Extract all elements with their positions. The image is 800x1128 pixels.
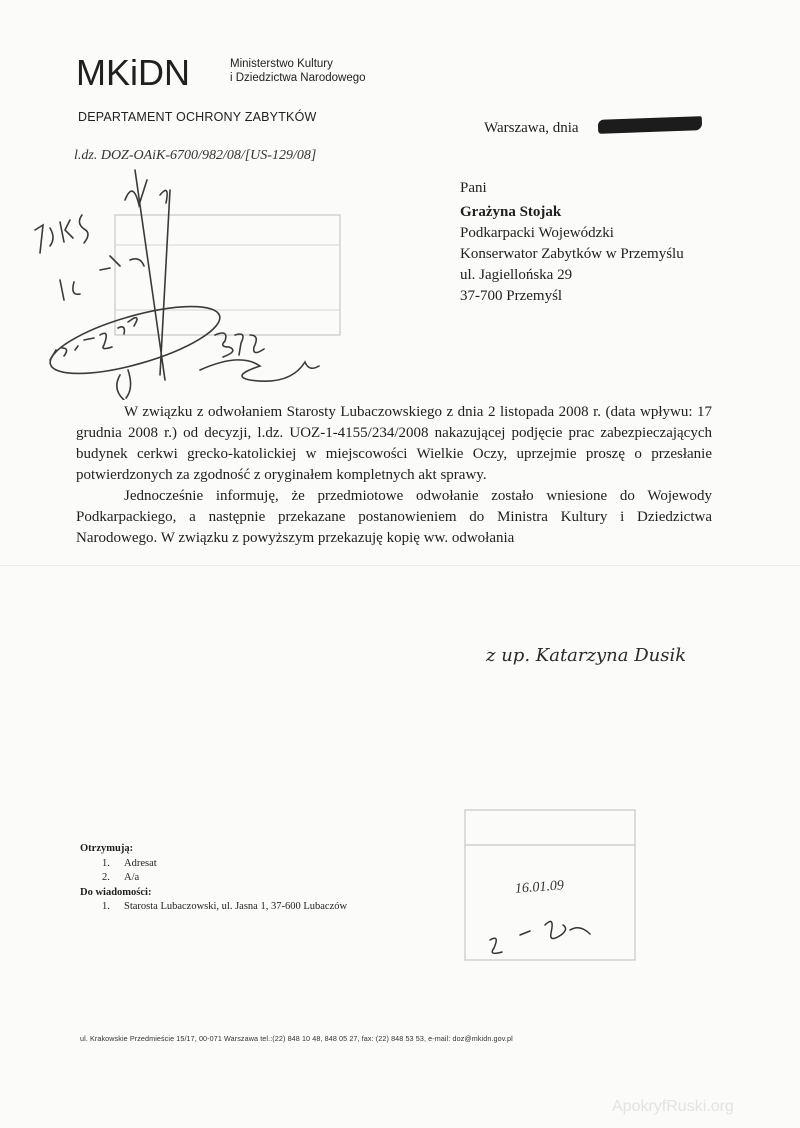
- recipients-header: Otrzymują:: [80, 843, 134, 854]
- addressee-salutation: Pani: [460, 180, 487, 196]
- addressee-city: 37-700 Przemyśl: [460, 288, 563, 304]
- cc-header: Do wiadomości:: [80, 886, 152, 898]
- registration-stamp: [20, 160, 350, 400]
- cc-item-text: Starosta Lubaczowski, ul. Jasna 1, 37-600 Lubaczów: [124, 901, 348, 912]
- cc-item-number: 1.: [102, 901, 110, 912]
- reference-number: l.dz. DOZ-OAiK-6700/982/08/[US-129/08]: [74, 148, 317, 163]
- recipient-item-number: 2.: [102, 872, 110, 883]
- ministry-name: [230, 57, 366, 85]
- paper-fold: [0, 565, 800, 566]
- footer-contact: ul. Krakowskie Przedmieście 15/17, 00-071 Warszawa tel.:(22) 848 10 48, 848 05 27, fax: (22) 848 53 53, e-mail: doz@mkidn.gov.pl: [80, 1034, 513, 1043]
- body-paragraph-2: Jednocześnie informuję, że przedmiotowe odwołanie zostało wniesione do Wojewody Podkarpackiego, a następnie przekazane postanowieniem do Ministra Kultury i Dziedzictwa Narodowego. W związku z powyższym przekazuję kopię ww. odwołania: [76, 488, 712, 546]
- body-paragraph-1: W związku z odwołaniem Starosty Lubaczowskiego z dnia 2 listopada 2008 r. (data wpływu: 17 grudnia 2008 r.) od decyzji, l.dz. UOZ-1-4155/234/2008 nakazującej podjęcie prac zabezpieczających budynek cerkwi grecko-katolickiej w miejscowości Wielkie Oczy, uprzejmie proszę o przesłanie potwierdzonych za zgodność z oryginałem kompletnych akt sprawy.: [76, 404, 712, 483]
- department-name: DEPARTAMENT OCHRONY ZABYTKÓW: [78, 110, 317, 124]
- recipient-item-number: 1.: [102, 857, 110, 869]
- addressee-name: Grażyna Stojak: [460, 204, 562, 220]
- recipient-item: [102, 871, 347, 886]
- ministry-logo: MKiDN: [76, 52, 190, 93]
- recipient-item-text: A/a: [124, 872, 140, 883]
- watermark: ApokryfRuski.org: [612, 1098, 734, 1115]
- recipient-item: [102, 857, 347, 872]
- cc-item: [102, 900, 347, 915]
- recipient-item-text: Adresat: [124, 857, 157, 869]
- receipt-date: 16.01.09: [514, 878, 565, 897]
- addressee-title1: Podkarpacki Wojewódzki: [460, 225, 614, 241]
- addressee-title2: Konserwator Zabytków w Przemyślu: [460, 246, 684, 262]
- signature: z up. Katarzyna Dusik: [486, 645, 687, 666]
- place-date: Warszawa, dnia: [484, 120, 579, 136]
- recipients-list: [80, 842, 347, 915]
- letter-body: [76, 402, 712, 549]
- redacted-date: [598, 116, 702, 134]
- ministry-name-line1: Ministerstwo Kultury: [230, 58, 333, 70]
- addressee-street: ul. Jagiellońska 29: [460, 267, 573, 283]
- ministry-name-line2: i Dziedzictwa Narodowego: [230, 72, 366, 84]
